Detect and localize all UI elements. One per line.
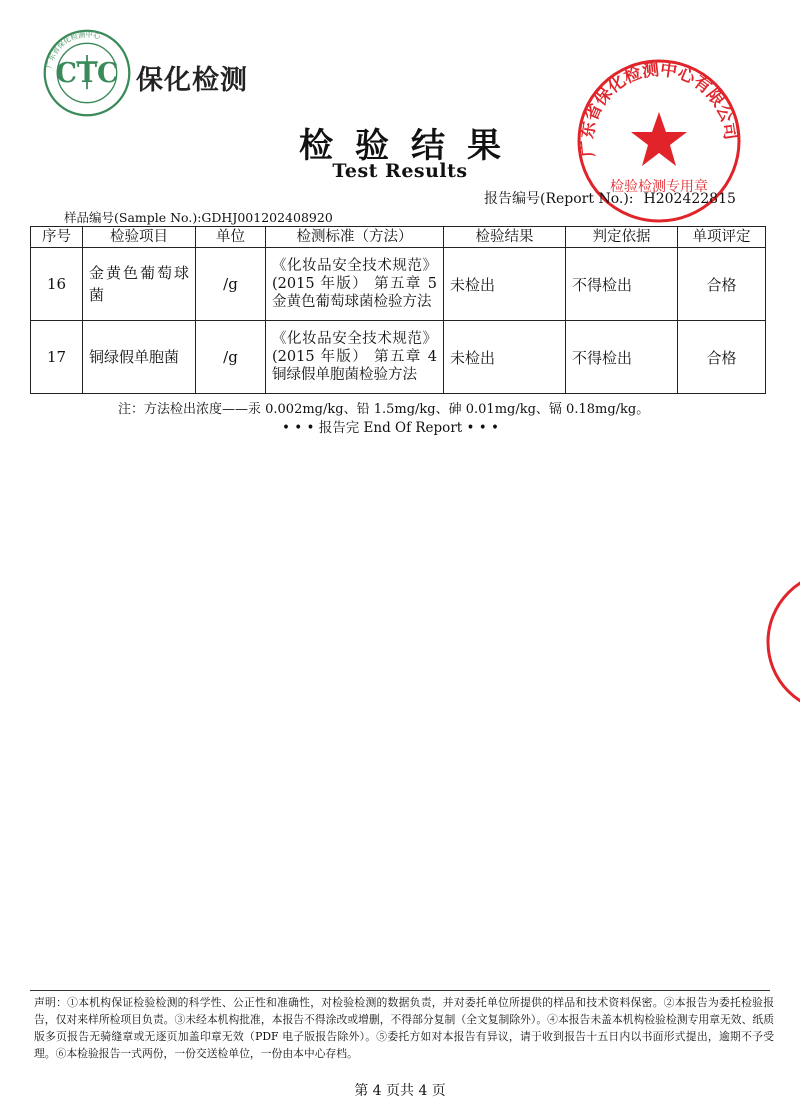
report-number: [484, 188, 736, 208]
detection-limit-note: 注：方法检出浓度——汞 0.002mg/kg、铅 1.5mg/kg、砷 0.01mg/kg、镉 0.18mg/kg。: [118, 402, 650, 417]
seam-stamp: [758, 572, 800, 712]
stamp-bottom-text: 检验检测专用章: [610, 179, 708, 195]
ctc-logo: [42, 28, 132, 118]
column-header: 单位: [196, 227, 266, 248]
verdict: 合格: [678, 248, 766, 321]
disclaimer: 声明：①本机构保证检验检测的科学性、公正性和准确性，对检验检测的数据负责，并对委托单位所提供的样品和技术资料保密。②本报告为委托检验报告，仅对来样所检项目负责。③未经本机构批准，本报告不得涂改或增删，不得部分复制（全文复制除外）。④本报告未盖本机构检验检测专用章无效、纸质版多页报告无骑缝章或无逐页加盖印章无效（PDF 电子版报告除外）。⑤委托方如对本报告有异议，请于收到报告十五日内以书面形式提出，逾期不予受理。⑥本检验报告一式两份，一份交送检单位，一份由本中心存档。: [34, 996, 774, 1060]
column-header: 序号: [31, 227, 83, 248]
test-standard: 《化妆品安全技术规范》(2015 年版） 第五章 4 铜绿假单胞菌检验方法: [266, 321, 444, 394]
results-table: [30, 226, 766, 394]
sample-number-value: GDHJ001202408920: [201, 210, 333, 225]
judgement-basis: 不得检出: [566, 248, 678, 321]
page-title-en: Test Results: [332, 160, 468, 182]
column-header: 检验项目: [83, 227, 196, 248]
row-number: 16: [31, 248, 83, 321]
page-title: 检验结果: [299, 126, 523, 166]
brand-name: 保化检测: [136, 65, 248, 96]
report-number-label: 报告编号(Report No.):: [484, 191, 634, 207]
report-number-value: H202422815: [643, 191, 736, 207]
stamp-ring-text: 广东省保化检测中心有限公司: [577, 59, 741, 158]
column-header: 检测标准（方法）: [266, 227, 444, 248]
logo-initials: CTC: [55, 58, 119, 89]
sample-number: [64, 208, 333, 226]
page-number: 第 4 页共 4 页: [354, 1083, 446, 1099]
test-standard: 《化妆品安全技术规范》(2015 年版） 第五章 5 金黄色葡萄球菌检验方法: [266, 248, 444, 321]
column-header: 判定依据: [566, 227, 678, 248]
verdict: 合格: [678, 321, 766, 394]
test-item: 金黄色葡萄球菌: [83, 248, 196, 321]
judgement-basis: 不得检出: [566, 321, 678, 394]
end-of-report: • • • 报告完 End Of Report • • •: [282, 420, 499, 436]
test-result: 未检出: [444, 321, 566, 394]
logo-ring-text: 广东省保化检测中心: [44, 29, 102, 69]
test-result: 未检出: [444, 248, 566, 321]
footer-divider: [30, 990, 770, 991]
column-header: 检验结果: [444, 227, 566, 248]
unit: /g: [196, 321, 266, 394]
table-row: [31, 321, 766, 394]
table-header-row: [31, 227, 766, 248]
table-row: [31, 248, 766, 321]
sample-number-label: 样品编号(Sample No.):: [64, 210, 202, 225]
test-item: 铜绿假单胞菌: [83, 321, 196, 394]
column-header: 单项评定: [678, 227, 766, 248]
unit: /g: [196, 248, 266, 321]
row-number: 17: [31, 321, 83, 394]
